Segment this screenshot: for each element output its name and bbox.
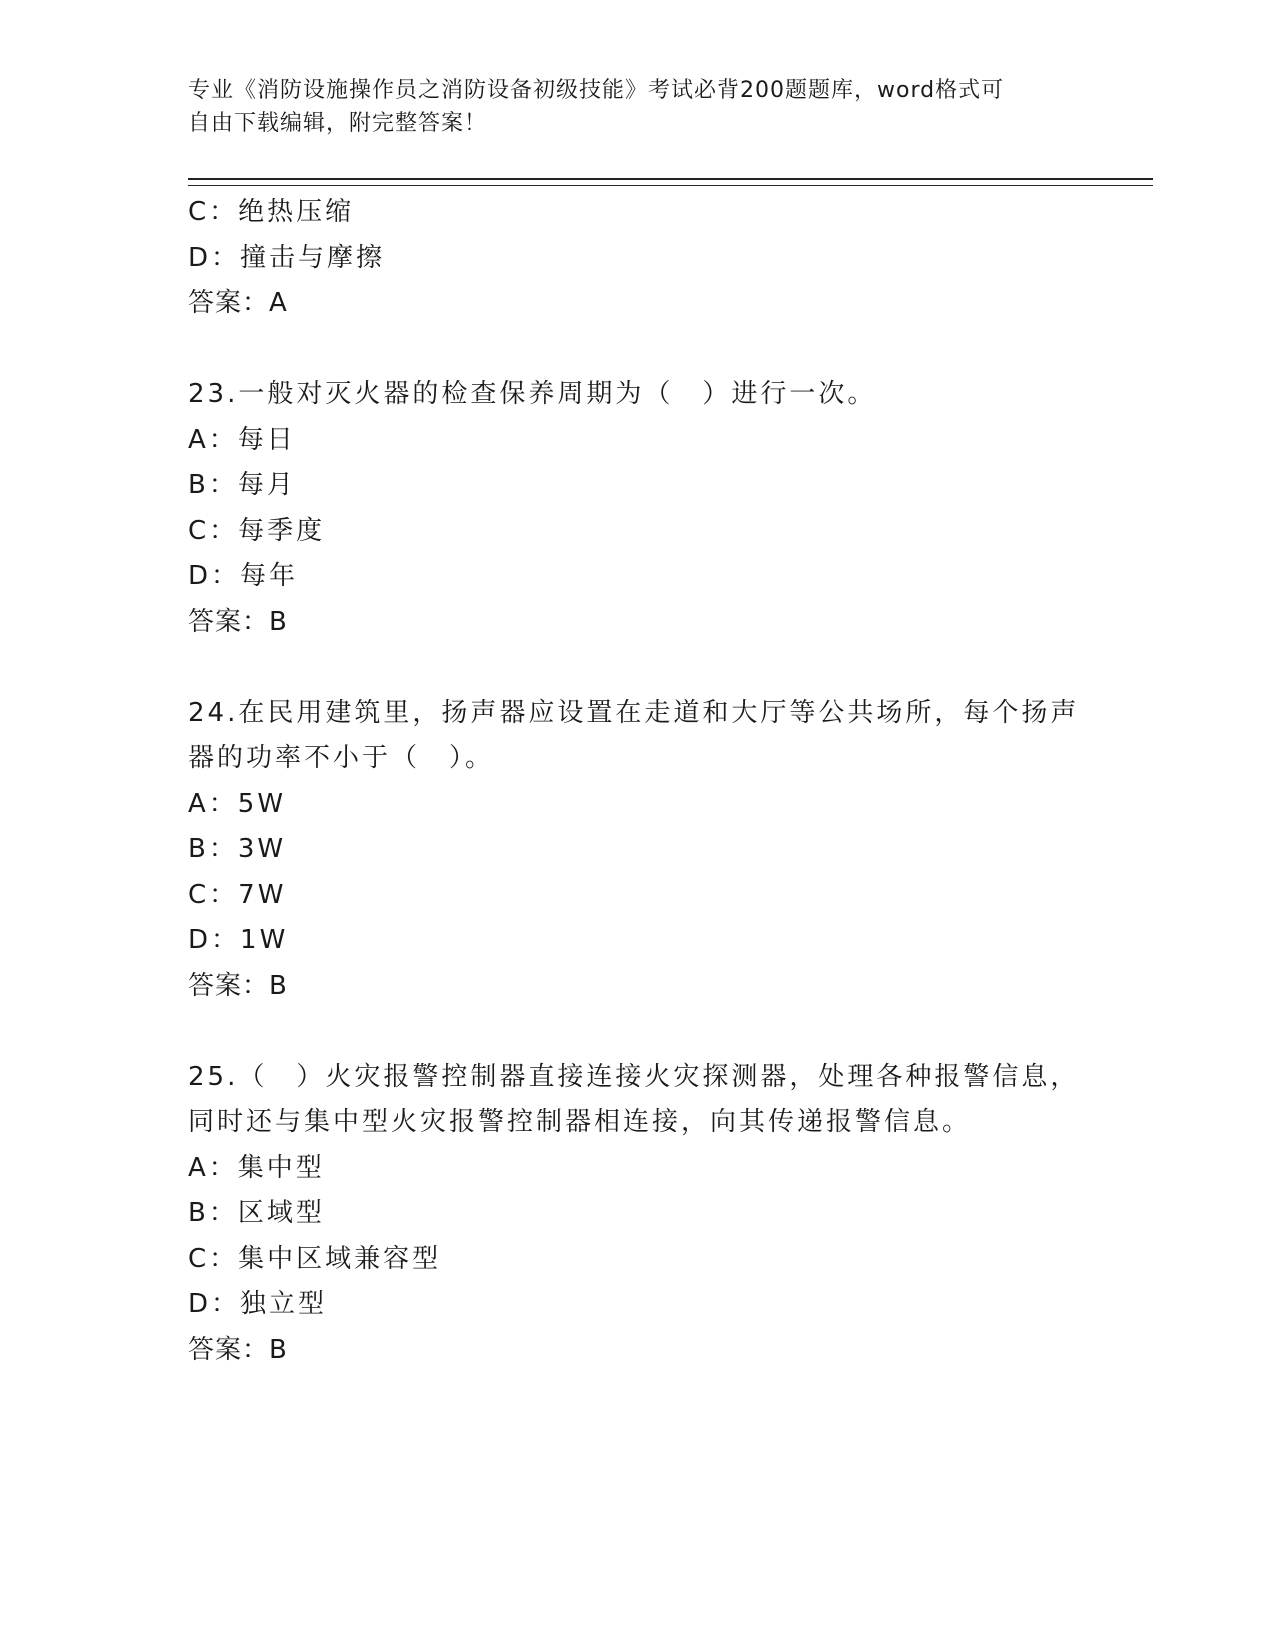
option-b: B：区域型 <box>188 1198 325 1228</box>
option-d: D：1W <box>188 925 289 955</box>
question-stem: 23.一般对灭火器的检查保养周期为（ ）进行一次。 <box>188 379 877 409</box>
option-c: C：绝热压缩 <box>188 197 355 227</box>
spacer <box>188 327 1153 373</box>
option-b: B：每月 <box>188 470 296 500</box>
question-stem-continued: 器的功率不小于（ ）。 <box>188 743 495 773</box>
question-item <box>188 372 1153 645</box>
spacer <box>188 1009 1153 1055</box>
option-a: A：每日 <box>188 424 296 455</box>
option-c: C：7W <box>188 879 287 910</box>
question-list <box>188 190 1153 1373</box>
question-stem-continued: 同时还与集中型火灾报警控制器相连接，向其传递报警信息。 <box>188 1107 972 1137</box>
header-line-2: 自由下载编辑，附完整答案！ <box>188 111 488 136</box>
question-item <box>188 1055 1153 1374</box>
question-item <box>188 691 1153 1010</box>
answer-line: 答案：B <box>188 970 288 1001</box>
answer-line: 答案：B <box>188 1334 288 1365</box>
question-stem: 24.在民用建筑里，扬声器应设置在走道和大厅等公共场所，每个扬声 <box>188 697 1080 728</box>
option-c: C：集中区域兼容型 <box>188 1243 442 1274</box>
answer-line: 答案：A <box>188 288 288 318</box>
question-stem: 25.（ ）火灾报警控制器直接连接火灾探测器，处理各种报警信息， <box>188 1061 1080 1092</box>
document-header <box>188 74 1088 140</box>
header-divider <box>188 178 1153 186</box>
header-line-1: 专业《消防设施操作员之消防设备初级技能》考试必背200题题库，word格式可 <box>188 78 1005 103</box>
option-b: B：3W <box>188 834 287 864</box>
option-d: D：撞击与摩擦 <box>188 242 386 273</box>
option-d: D：独立型 <box>188 1289 328 1319</box>
option-a: A：集中型 <box>188 1152 325 1183</box>
answer-line: 答案：B <box>188 606 288 637</box>
option-c: C：每季度 <box>188 515 326 546</box>
option-a: A：5W <box>188 788 287 819</box>
spacer <box>188 645 1153 691</box>
option-d: D：每年 <box>188 561 299 591</box>
